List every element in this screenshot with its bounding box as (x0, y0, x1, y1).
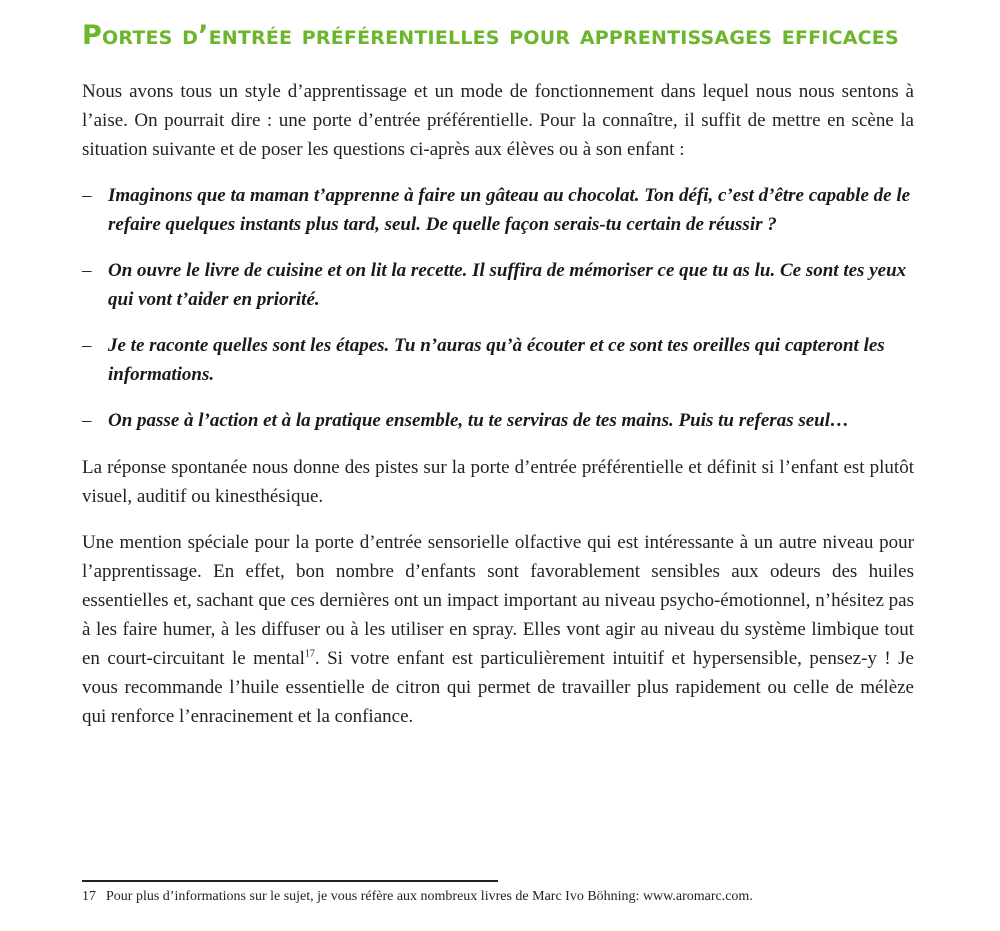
footnote-divider (82, 880, 498, 882)
list-item (82, 331, 914, 389)
list-item (82, 181, 914, 239)
footnote-number: 17 (82, 889, 96, 904)
question-list (82, 181, 914, 452)
footnote (82, 889, 914, 905)
list-item (82, 406, 914, 435)
list-item-text: On ouvre le livre de cuisine et on lit la recette. Il suffira de mémoriser ce que tu as lu. Ce sont tes yeux qui vont t’aider en priorité. (108, 260, 907, 310)
intro-paragraph: Nous avons tous un style d’apprentissage et un mode de fonctionnement dans lequel nous nous sentons à l’aise. On pourrait dire : une porte d’entrée préférentielle. Pour la connaître, il suffit de mettre en scène la situation suivante et de poser les questions ci-après aux élèves ou à son enfant : (82, 81, 914, 160)
bullet-dash: – (82, 185, 92, 206)
footnote-reference[interactable]: 17 (304, 648, 315, 660)
list-item-text: On passe à l’action et à la pratique ensemble, tu te serviras de tes mains. Puis tu referas seul… (108, 410, 850, 431)
olfactive-text-part1: Une mention spéciale pour la porte d’entrée sensorielle olfactive qui est intéressante à un autre niveau pour l’apprentissage. En effet, bon nombre d’enfants sont favorablement sensibles aux odeurs des huiles essentielles et, sachant que ces dernières ont un impact important au niveau psycho-émotionnel, n’hésitez pas à les faire humer, à les diffuser ou à les utiliser en spray. Elles vont agir au niveau du système limbique tout en court-circuitant le mental (82, 532, 914, 669)
response-paragraph: La réponse spontanée nous donne des pistes sur la porte d’entrée préférentielle et définit si l’enfant est plutôt visuel, auditif ou kinesthésique. (82, 457, 914, 507)
bullet-dash: – (82, 260, 92, 281)
list-item-text: Je te raconte quelles sont les étapes. Tu n’auras qu’à écouter et ce sont tes oreilles qui capteront les informations. (108, 335, 885, 385)
list-item-text: Imaginons que ta maman t’apprenne à faire un gâteau au chocolat. Ton défi, c’est d’être capable de le refaire quelques instants plus tard, seul. De quelle façon serais-tu certain de réussir ? (108, 185, 911, 235)
list-item (82, 256, 914, 314)
footnote-text: Pour plus d’informations sur le sujet, je vous réfère aux nombreux livres de Marc Ivo Böhning: www.aromarc.com. (106, 889, 753, 904)
bullet-dash: – (82, 335, 92, 356)
olfactive-paragraph (82, 528, 914, 731)
page-title: Portes d’entrée préférentielles pour apprentissages efficaces (82, 20, 899, 51)
bullet-dash: – (82, 410, 92, 431)
olfactive-text-part2: . Si votre enfant est particulièrement intuitif et hypersensible, pensez-y ! Je vous recommande l’huile essentielle de citron qui permet de travailler plus rapidement ou celle de mélèze qui renforce l’enracinement et la confiance. (82, 648, 914, 727)
